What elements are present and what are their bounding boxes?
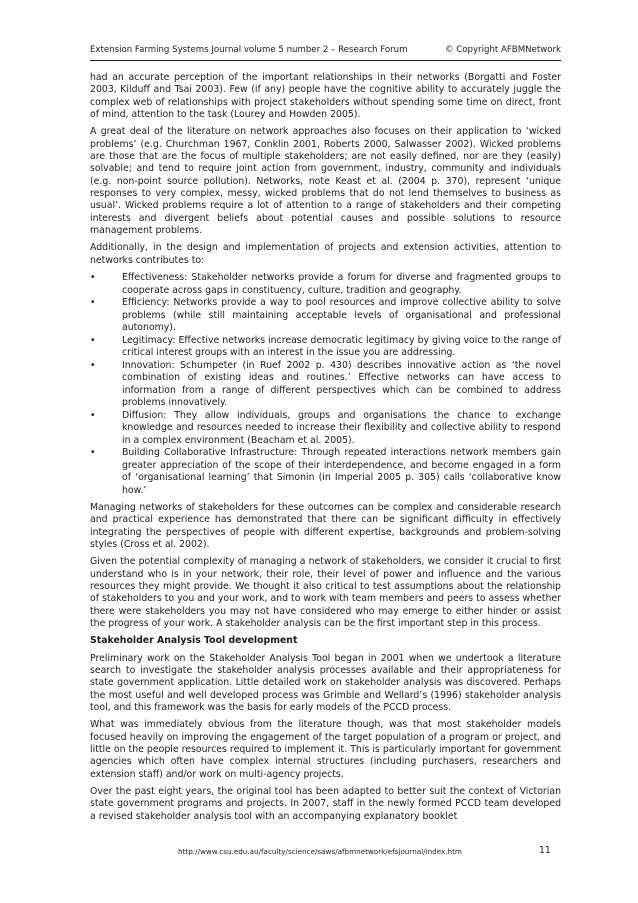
list-item bbox=[90, 335, 561, 360]
paragraph: What was immediately obvious from the literature though, was that most stakeholder models focused heavily on improving the engagement of the target population of a program or project, and little on the people resources required to implement it. This is particularly important for government agencies which often have complex internal structures (including purchasers, researchers and extension staff) and/or work on multi-agency projects. bbox=[90, 719, 561, 780]
list-item-text: Legitimacy: Effective networks increase democratic legitimacy by giving voice to the range of critical interest groups with an interest in the issue you are addressing. bbox=[122, 334, 561, 359]
journal-title: Extension Farming Systems Journal volume 5 number 2 – Research Forum bbox=[90, 45, 408, 55]
page-header bbox=[90, 42, 561, 61]
footer-url-link[interactable]: http://www.csu.edu.au/faculty/science/saws/afbmnetwork/efsjournal/index.htm bbox=[178, 847, 462, 856]
bullet-icon: • bbox=[90, 297, 96, 309]
list-item-text: Building Collaborative Infrastructure: Through repeated interactions network members gain greater appreciation of the scope of their interdependence, and become engaged in a form of ‘organisational learning’ that Simonin (in Imperial 2005 p. 305) calls ‘collaborative know how.’ bbox=[122, 447, 561, 496]
bullet-list bbox=[90, 272, 561, 497]
paragraph: Managing networks of stakeholders for these outcomes can be complex and considerable research and practical experience has demonstrated that there can be significant difficulty in effectively integrating the perspectives of people with different expertise, backgrounds and problem-solving styles (Cross et al. 2002). bbox=[90, 501, 561, 550]
list-item bbox=[90, 272, 561, 297]
bullet-icon: • bbox=[90, 272, 96, 284]
list-item bbox=[90, 360, 561, 409]
bullet-icon: • bbox=[90, 334, 96, 346]
list-item-text: Effectiveness: Stakeholder networks provide a forum for diverse and fragmented groups to cooperate across gaps in constituency, culture, tradition and geography. bbox=[122, 272, 561, 296]
paragraph: Given the potential complexity of managing a network of stakeholders, we consider it crucial to first understand who is in your network, their role, their level of power and influence and the various resources they might provide. We thought it also critical to test assumptions about the relationship of stakeholders to you and your work, and to work with team members and peers to assess whether there were stakeholders you may not have considered who may emerge to either hinder or assist the progress of your work. A stakeholder analysis can be the first important step in this process. bbox=[90, 556, 561, 629]
list-item bbox=[90, 447, 561, 496]
list-item bbox=[90, 410, 561, 447]
paragraph: Over the past eight years, the original tool has been adapted to better suit the context of Victorian state government programs and projects. In 2007, staff in the newly formed PCCD team developed a revised stakeholder analysis tool with an accompanying explanatory booklet bbox=[90, 786, 561, 822]
page-number: 11 bbox=[539, 845, 551, 856]
paragraph: had an accurate perception of the important relationships in their networks (Borgatti and Foster 2003, Kilduff and Tsai 2003). Few (if any) people have the cognitive ability to accurately juggle the complex web of relationships with project stakeholders without spending some time on direct, front of mind, attention to the task (Lourey and Howden 2005). bbox=[90, 72, 561, 121]
bullet-icon: • bbox=[90, 447, 96, 459]
bullet-icon: • bbox=[90, 360, 96, 372]
list-item bbox=[90, 297, 561, 334]
paragraph: A great deal of the literature on network approaches also focuses on their application to ‘wicked problems’ (e.g. Churchman 1967, Conklin 2001, Roberts 2000, Salwasser 2002). Wicked problems are those that are the focus of multiple stakeholders; are not easily defined, nor are they (easily) solvable; and tend to require joint action from government, industry, community and individuals (e.g. non-point source pollution). Networks, note Keast et al. (2004 p. 370), represent ‘unique responses to very complex, messy, wicked problems that do not lend themselves to business as usual’. Wicked problems require a lot of attention to a range of stakeholders and their competing interests and divergent beliefs about potential causes and possible solutions to resource management problems. bbox=[90, 126, 561, 237]
bullet-icon: • bbox=[90, 409, 96, 421]
list-item-text: Diffusion: They allow individuals, groups and organisations the chance to exchange knowledge and resources needed to increase their flexibility and collective ability to respond in a complex environment (Beacham et al. 2005). bbox=[122, 409, 561, 446]
list-item-text: Innovation: Schumpeter (in Ruef 2002 p. 430) describes innovative action as ‘the novel combination of existing ideas and routines.’ Effective networks can have access to information from a range of different perspectives which can be combined to address problems innovatively. bbox=[122, 360, 561, 409]
article-body bbox=[90, 72, 561, 828]
paragraph: Preliminary work on the Stakeholder Analysis Tool began in 2001 when we undertook a literature search to investigate the stakeholder analysis processes available and their appropriateness for state government application. Little detailed work on stakeholder analysis was discovered. Perhaps the most useful and well developed process was Grimble and Wellard’s (1996) stakeholder analysis tool, and this framework was the basis for early models of the PCCD process. bbox=[90, 652, 561, 713]
copyright-notice: © Copyright AFBMNetwork bbox=[444, 45, 561, 55]
paragraph: Additionally, in the design and implementation of projects and extension activities, attention to networks contributes to: bbox=[90, 242, 561, 266]
list-item-text: Efficiency: Networks provide a way to pool resources and improve collective ability to solve problems (while still maintaining acceptable levels of organisational and professional autonomy). bbox=[122, 297, 561, 334]
section-heading: Stakeholder Analysis Tool development bbox=[90, 635, 298, 647]
